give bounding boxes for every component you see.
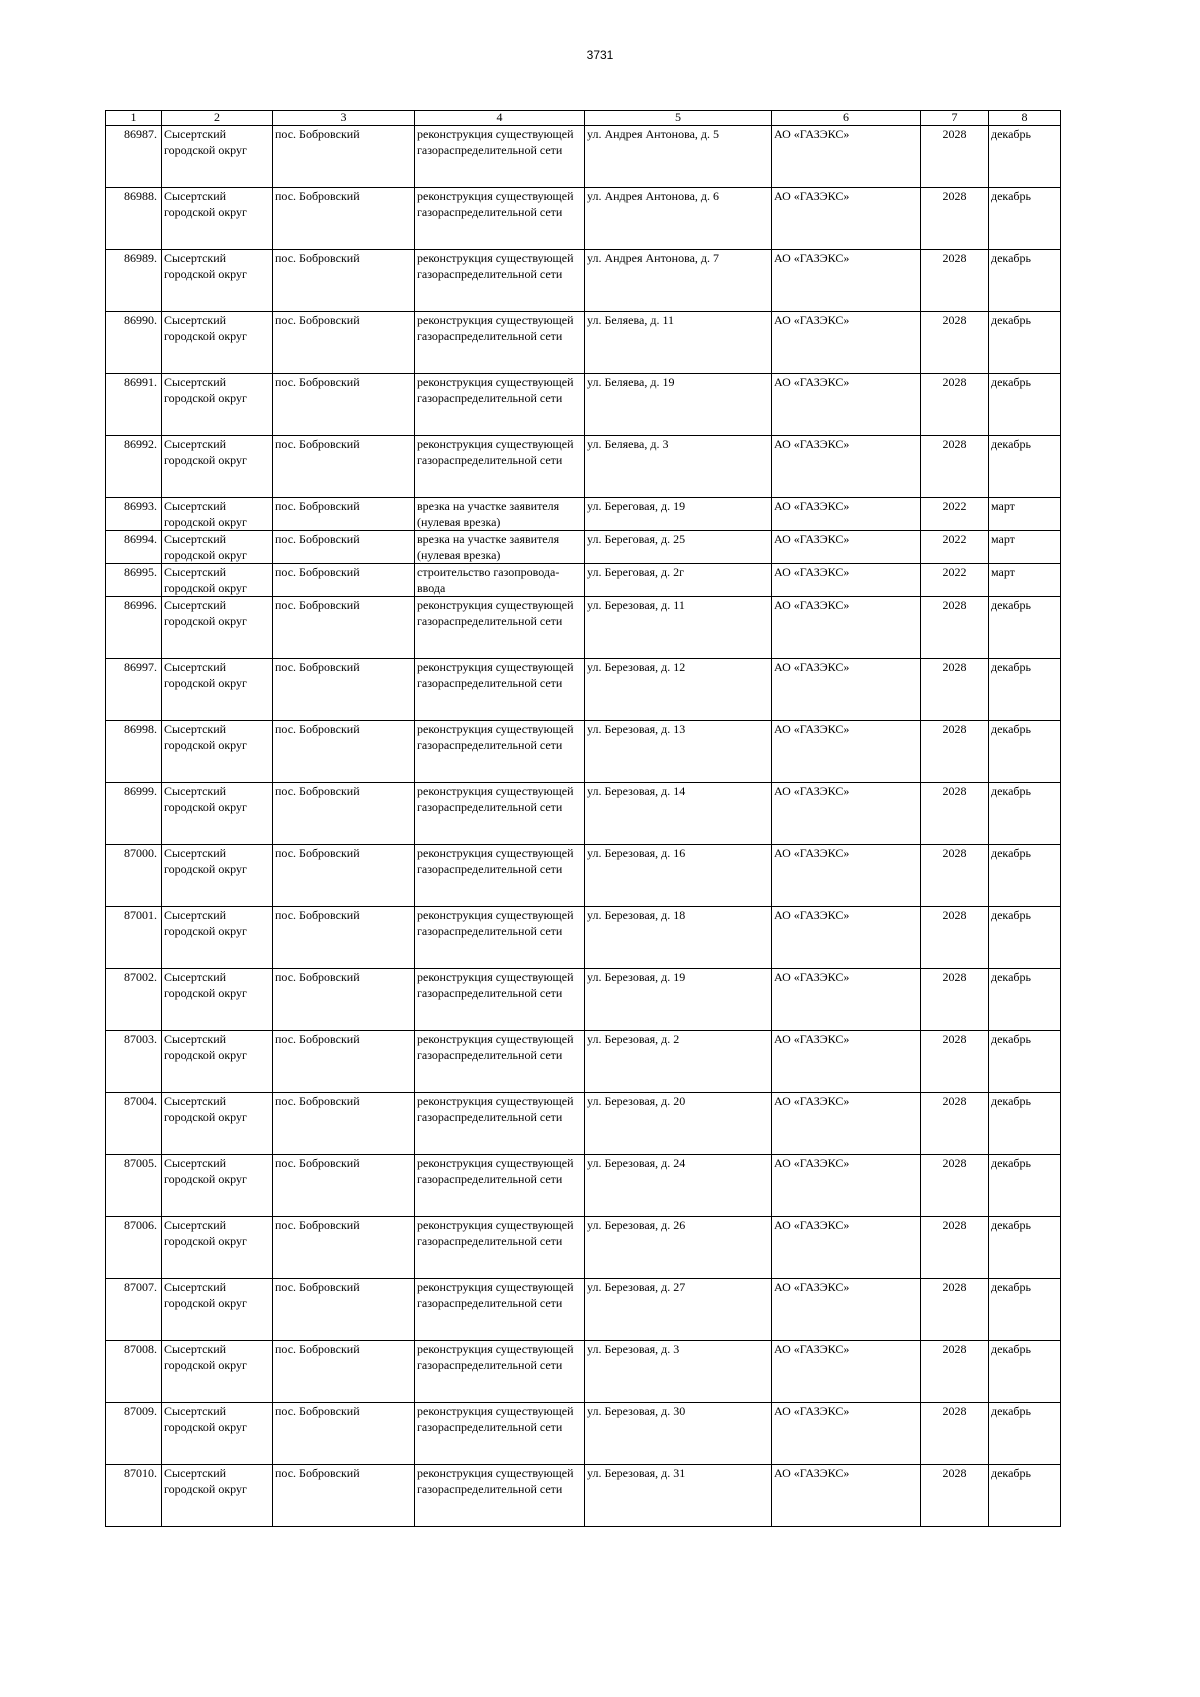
address-cell: ул. Березовая, д. 2: [585, 1031, 772, 1093]
district-cell: Сысертский городской округ: [162, 498, 273, 531]
table-row: [106, 436, 1061, 498]
work-type-cell: реконструкция существующей газораспределительной сети: [415, 659, 585, 721]
year-cell: 2028: [921, 188, 989, 250]
work-type-cell: реконструкция существующей газораспределительной сети: [415, 1093, 585, 1155]
month-cell: март: [989, 564, 1061, 597]
district-cell: Сысертский городской округ: [162, 436, 273, 498]
work-type-cell: реконструкция существующей газораспределительной сети: [415, 250, 585, 312]
row-number-cell: 86991.: [106, 374, 162, 436]
address-cell: ул. Березовая, д. 13: [585, 721, 772, 783]
address-cell: ул. Андрея Антонова, д. 5: [585, 126, 772, 188]
settlement-cell: пос. Бобровский: [273, 312, 415, 374]
district-cell: Сысертский городской округ: [162, 1031, 273, 1093]
district-cell: Сысертский городской округ: [162, 845, 273, 907]
address-cell: ул. Береговая, д. 2г: [585, 564, 772, 597]
district-cell: Сысертский городской округ: [162, 1465, 273, 1527]
year-cell: 2028: [921, 659, 989, 721]
address-cell: ул. Беляева, д. 11: [585, 312, 772, 374]
organization-cell: АО «ГАЗЭКС»: [772, 783, 921, 845]
year-cell: 2028: [921, 250, 989, 312]
address-cell: ул. Березовая, д. 16: [585, 845, 772, 907]
row-number-cell: 87002.: [106, 969, 162, 1031]
table-row: [106, 1465, 1061, 1527]
row-number-cell: 87004.: [106, 1093, 162, 1155]
organization-cell: АО «ГАЗЭКС»: [772, 845, 921, 907]
settlement-cell: пос. Бобровский: [273, 126, 415, 188]
row-number-cell: 87007.: [106, 1279, 162, 1341]
table-row: [106, 597, 1061, 659]
year-cell: 2028: [921, 1155, 989, 1217]
settlement-cell: пос. Бобровский: [273, 1093, 415, 1155]
month-cell: декабрь: [989, 1155, 1061, 1217]
table-row: [106, 783, 1061, 845]
organization-cell: АО «ГАЗЭКС»: [772, 659, 921, 721]
table-row: [106, 374, 1061, 436]
district-cell: Сысертский городской округ: [162, 564, 273, 597]
settlement-cell: пос. Бобровский: [273, 564, 415, 597]
month-cell: декабрь: [989, 1031, 1061, 1093]
address-cell: ул. Береговая, д. 19: [585, 498, 772, 531]
row-number-cell: 86999.: [106, 783, 162, 845]
settlement-cell: пос. Бобровский: [273, 531, 415, 564]
year-cell: 2028: [921, 1341, 989, 1403]
work-type-cell: реконструкция существующей газораспределительной сети: [415, 1341, 585, 1403]
settlement-cell: пос. Бобровский: [273, 1217, 415, 1279]
settlement-cell: пос. Бобровский: [273, 1341, 415, 1403]
address-cell: ул. Березовая, д. 3: [585, 1341, 772, 1403]
work-type-cell: реконструкция существующей газораспределительной сети: [415, 907, 585, 969]
table-row: [106, 188, 1061, 250]
year-cell: 2028: [921, 1217, 989, 1279]
month-cell: декабрь: [989, 1093, 1061, 1155]
row-number-cell: 86990.: [106, 312, 162, 374]
address-cell: ул. Березовая, д. 11: [585, 597, 772, 659]
organization-cell: АО «ГАЗЭКС»: [772, 531, 921, 564]
address-cell: ул. Березовая, д. 19: [585, 969, 772, 1031]
month-cell: декабрь: [989, 969, 1061, 1031]
district-cell: Сысертский городской округ: [162, 969, 273, 1031]
work-type-cell: реконструкция существующей газораспределительной сети: [415, 721, 585, 783]
work-type-cell: реконструкция существующей газораспределительной сети: [415, 1155, 585, 1217]
organization-cell: АО «ГАЗЭКС»: [772, 1093, 921, 1155]
row-number-cell: 87001.: [106, 907, 162, 969]
settlement-cell: пос. Бобровский: [273, 498, 415, 531]
year-cell: 2028: [921, 1403, 989, 1465]
settlement-cell: пос. Бобровский: [273, 1279, 415, 1341]
settlement-cell: пос. Бобровский: [273, 659, 415, 721]
settlement-cell: пос. Бобровский: [273, 721, 415, 783]
settlement-cell: пос. Бобровский: [273, 374, 415, 436]
district-cell: Сысертский городской округ: [162, 374, 273, 436]
work-type-cell: реконструкция существующей газораспределительной сети: [415, 783, 585, 845]
table-row: [106, 1217, 1061, 1279]
year-cell: 2028: [921, 1465, 989, 1527]
address-cell: ул. Березовая, д. 31: [585, 1465, 772, 1527]
district-cell: Сысертский городской округ: [162, 1093, 273, 1155]
year-cell: 2028: [921, 1279, 989, 1341]
work-type-cell: реконструкция существующей газораспределительной сети: [415, 312, 585, 374]
work-type-cell: реконструкция существующей газораспределительной сети: [415, 1279, 585, 1341]
organization-cell: АО «ГАЗЭКС»: [772, 250, 921, 312]
table-row: [106, 1403, 1061, 1465]
month-cell: декабрь: [989, 783, 1061, 845]
work-type-cell: реконструкция существующей газораспределительной сети: [415, 1031, 585, 1093]
table-row: [106, 721, 1061, 783]
column-header: 3: [273, 111, 415, 126]
district-cell: Сысертский городской округ: [162, 721, 273, 783]
settlement-cell: пос. Бобровский: [273, 969, 415, 1031]
organization-cell: АО «ГАЗЭКС»: [772, 907, 921, 969]
row-number-cell: 87010.: [106, 1465, 162, 1527]
district-cell: Сысертский городской округ: [162, 1217, 273, 1279]
organization-cell: АО «ГАЗЭКС»: [772, 1465, 921, 1527]
district-cell: Сысертский городской округ: [162, 312, 273, 374]
year-cell: 2028: [921, 374, 989, 436]
month-cell: декабрь: [989, 721, 1061, 783]
row-number-cell: 87008.: [106, 1341, 162, 1403]
month-cell: декабрь: [989, 845, 1061, 907]
district-cell: Сысертский городской округ: [162, 1155, 273, 1217]
district-cell: Сысертский городской округ: [162, 907, 273, 969]
column-header: 6: [772, 111, 921, 126]
work-type-cell: реконструкция существующей газораспределительной сети: [415, 126, 585, 188]
schedule-table: [105, 110, 1061, 1527]
year-cell: 2028: [921, 1031, 989, 1093]
address-cell: ул. Березовая, д. 30: [585, 1403, 772, 1465]
month-cell: декабрь: [989, 1341, 1061, 1403]
row-number-cell: 86996.: [106, 597, 162, 659]
month-cell: декабрь: [989, 188, 1061, 250]
district-cell: Сысертский городской округ: [162, 1403, 273, 1465]
settlement-cell: пос. Бобровский: [273, 1155, 415, 1217]
month-cell: декабрь: [989, 907, 1061, 969]
table-row: [106, 1341, 1061, 1403]
work-type-cell: реконструкция существующей газораспределительной сети: [415, 374, 585, 436]
page-number: 3731: [586, 48, 614, 62]
organization-cell: АО «ГАЗЭКС»: [772, 1031, 921, 1093]
month-cell: декабрь: [989, 436, 1061, 498]
row-number-cell: 86989.: [106, 250, 162, 312]
year-cell: 2028: [921, 312, 989, 374]
table-row: [106, 659, 1061, 721]
work-type-cell: врезка на участке заявителя (нулевая врезка): [415, 531, 585, 564]
organization-cell: АО «ГАЗЭКС»: [772, 1217, 921, 1279]
work-type-cell: строительство газопровода-ввода: [415, 564, 585, 597]
month-cell: декабрь: [989, 1217, 1061, 1279]
table-row: [106, 312, 1061, 374]
table-row: [106, 1279, 1061, 1341]
organization-cell: АО «ГАЗЭКС»: [772, 436, 921, 498]
year-cell: 2028: [921, 436, 989, 498]
settlement-cell: пос. Бобровский: [273, 188, 415, 250]
address-cell: ул. Беляева, д. 19: [585, 374, 772, 436]
row-number-cell: 86992.: [106, 436, 162, 498]
work-type-cell: реконструкция существующей газораспределительной сети: [415, 1465, 585, 1527]
table-row: [106, 126, 1061, 188]
row-number-cell: 86997.: [106, 659, 162, 721]
address-cell: ул. Беляева, д. 3: [585, 436, 772, 498]
month-cell: март: [989, 531, 1061, 564]
district-cell: Сысертский городской округ: [162, 531, 273, 564]
address-cell: ул. Береговая, д. 25: [585, 531, 772, 564]
month-cell: декабрь: [989, 126, 1061, 188]
month-cell: декабрь: [989, 250, 1061, 312]
district-cell: Сысертский городской округ: [162, 126, 273, 188]
district-cell: Сысертский городской округ: [162, 597, 273, 659]
table-row: [106, 564, 1061, 597]
column-number-row: [106, 111, 1061, 126]
column-header: 4: [415, 111, 585, 126]
row-number-cell: 86994.: [106, 531, 162, 564]
district-cell: Сысертский городской округ: [162, 1341, 273, 1403]
year-cell: 2022: [921, 564, 989, 597]
column-header: 2: [162, 111, 273, 126]
month-cell: декабрь: [989, 374, 1061, 436]
row-number-cell: 87005.: [106, 1155, 162, 1217]
month-cell: декабрь: [989, 312, 1061, 374]
address-cell: ул. Березовая, д. 20: [585, 1093, 772, 1155]
table-row: [106, 1031, 1061, 1093]
year-cell: 2028: [921, 907, 989, 969]
row-number-cell: 87003.: [106, 1031, 162, 1093]
settlement-cell: пос. Бобровский: [273, 1031, 415, 1093]
organization-cell: АО «ГАЗЭКС»: [772, 126, 921, 188]
year-cell: 2028: [921, 969, 989, 1031]
year-cell: 2028: [921, 721, 989, 783]
work-type-cell: реконструкция существующей газораспределительной сети: [415, 436, 585, 498]
table-row: [106, 907, 1061, 969]
district-cell: Сысертский городской округ: [162, 188, 273, 250]
column-header: 7: [921, 111, 989, 126]
column-header: 5: [585, 111, 772, 126]
organization-cell: АО «ГАЗЭКС»: [772, 1279, 921, 1341]
organization-cell: АО «ГАЗЭКС»: [772, 374, 921, 436]
year-cell: 2028: [921, 1093, 989, 1155]
organization-cell: АО «ГАЗЭКС»: [772, 597, 921, 659]
table-row: [106, 1093, 1061, 1155]
work-type-cell: реконструкция существующей газораспределительной сети: [415, 1403, 585, 1465]
year-cell: 2028: [921, 126, 989, 188]
address-cell: ул. Андрея Антонова, д. 7: [585, 250, 772, 312]
settlement-cell: пос. Бобровский: [273, 436, 415, 498]
row-number-cell: 86998.: [106, 721, 162, 783]
row-number-cell: 86988.: [106, 188, 162, 250]
row-number-cell: 86993.: [106, 498, 162, 531]
organization-cell: АО «ГАЗЭКС»: [772, 1341, 921, 1403]
column-header: 8: [989, 111, 1061, 126]
year-cell: 2028: [921, 597, 989, 659]
month-cell: декабрь: [989, 1279, 1061, 1341]
address-cell: ул. Березовая, д. 26: [585, 1217, 772, 1279]
settlement-cell: пос. Бобровский: [273, 907, 415, 969]
settlement-cell: пос. Бобровский: [273, 1465, 415, 1527]
work-type-cell: реконструкция существующей газораспределительной сети: [415, 597, 585, 659]
row-number-cell: 87000.: [106, 845, 162, 907]
district-cell: Сысертский городской округ: [162, 250, 273, 312]
settlement-cell: пос. Бобровский: [273, 845, 415, 907]
month-cell: декабрь: [989, 659, 1061, 721]
month-cell: декабрь: [989, 1465, 1061, 1527]
month-cell: декабрь: [989, 1403, 1061, 1465]
organization-cell: АО «ГАЗЭКС»: [772, 969, 921, 1031]
table-row: [106, 845, 1061, 907]
organization-cell: АО «ГАЗЭКС»: [772, 721, 921, 783]
settlement-cell: пос. Бобровский: [273, 1403, 415, 1465]
year-cell: 2022: [921, 498, 989, 531]
address-cell: ул. Березовая, д. 24: [585, 1155, 772, 1217]
row-number-cell: 86987.: [106, 126, 162, 188]
table-row: [106, 250, 1061, 312]
table-row: [106, 969, 1061, 1031]
year-cell: 2028: [921, 845, 989, 907]
month-cell: декабрь: [989, 597, 1061, 659]
work-type-cell: реконструкция существующей газораспределительной сети: [415, 1217, 585, 1279]
column-header: 1: [106, 111, 162, 126]
settlement-cell: пос. Бобровский: [273, 597, 415, 659]
month-cell: март: [989, 498, 1061, 531]
table-row: [106, 1155, 1061, 1217]
organization-cell: АО «ГАЗЭКС»: [772, 564, 921, 597]
address-cell: ул. Березовая, д. 18: [585, 907, 772, 969]
row-number-cell: 86995.: [106, 564, 162, 597]
row-number-cell: 87009.: [106, 1403, 162, 1465]
year-cell: 2022: [921, 531, 989, 564]
row-number-cell: 87006.: [106, 1217, 162, 1279]
settlement-cell: пос. Бобровский: [273, 783, 415, 845]
address-cell: ул. Березовая, д. 14: [585, 783, 772, 845]
work-type-cell: реконструкция существующей газораспределительной сети: [415, 188, 585, 250]
district-cell: Сысертский городской округ: [162, 659, 273, 721]
organization-cell: АО «ГАЗЭКС»: [772, 312, 921, 374]
address-cell: ул. Андрея Антонова, д. 6: [585, 188, 772, 250]
organization-cell: АО «ГАЗЭКС»: [772, 1155, 921, 1217]
organization-cell: АО «ГАЗЭКС»: [772, 188, 921, 250]
district-cell: Сысертский городской округ: [162, 783, 273, 845]
table-row: [106, 531, 1061, 564]
table-row: [106, 498, 1061, 531]
year-cell: 2028: [921, 783, 989, 845]
work-type-cell: реконструкция существующей газораспределительной сети: [415, 845, 585, 907]
address-cell: ул. Березовая, д. 12: [585, 659, 772, 721]
table-body: [106, 126, 1061, 1527]
work-type-cell: врезка на участке заявителя (нулевая врезка): [415, 498, 585, 531]
settlement-cell: пос. Бобровский: [273, 250, 415, 312]
district-cell: Сысертский городской округ: [162, 1279, 273, 1341]
work-type-cell: реконструкция существующей газораспределительной сети: [415, 969, 585, 1031]
organization-cell: АО «ГАЗЭКС»: [772, 498, 921, 531]
organization-cell: АО «ГАЗЭКС»: [772, 1403, 921, 1465]
address-cell: ул. Березовая, д. 27: [585, 1279, 772, 1341]
